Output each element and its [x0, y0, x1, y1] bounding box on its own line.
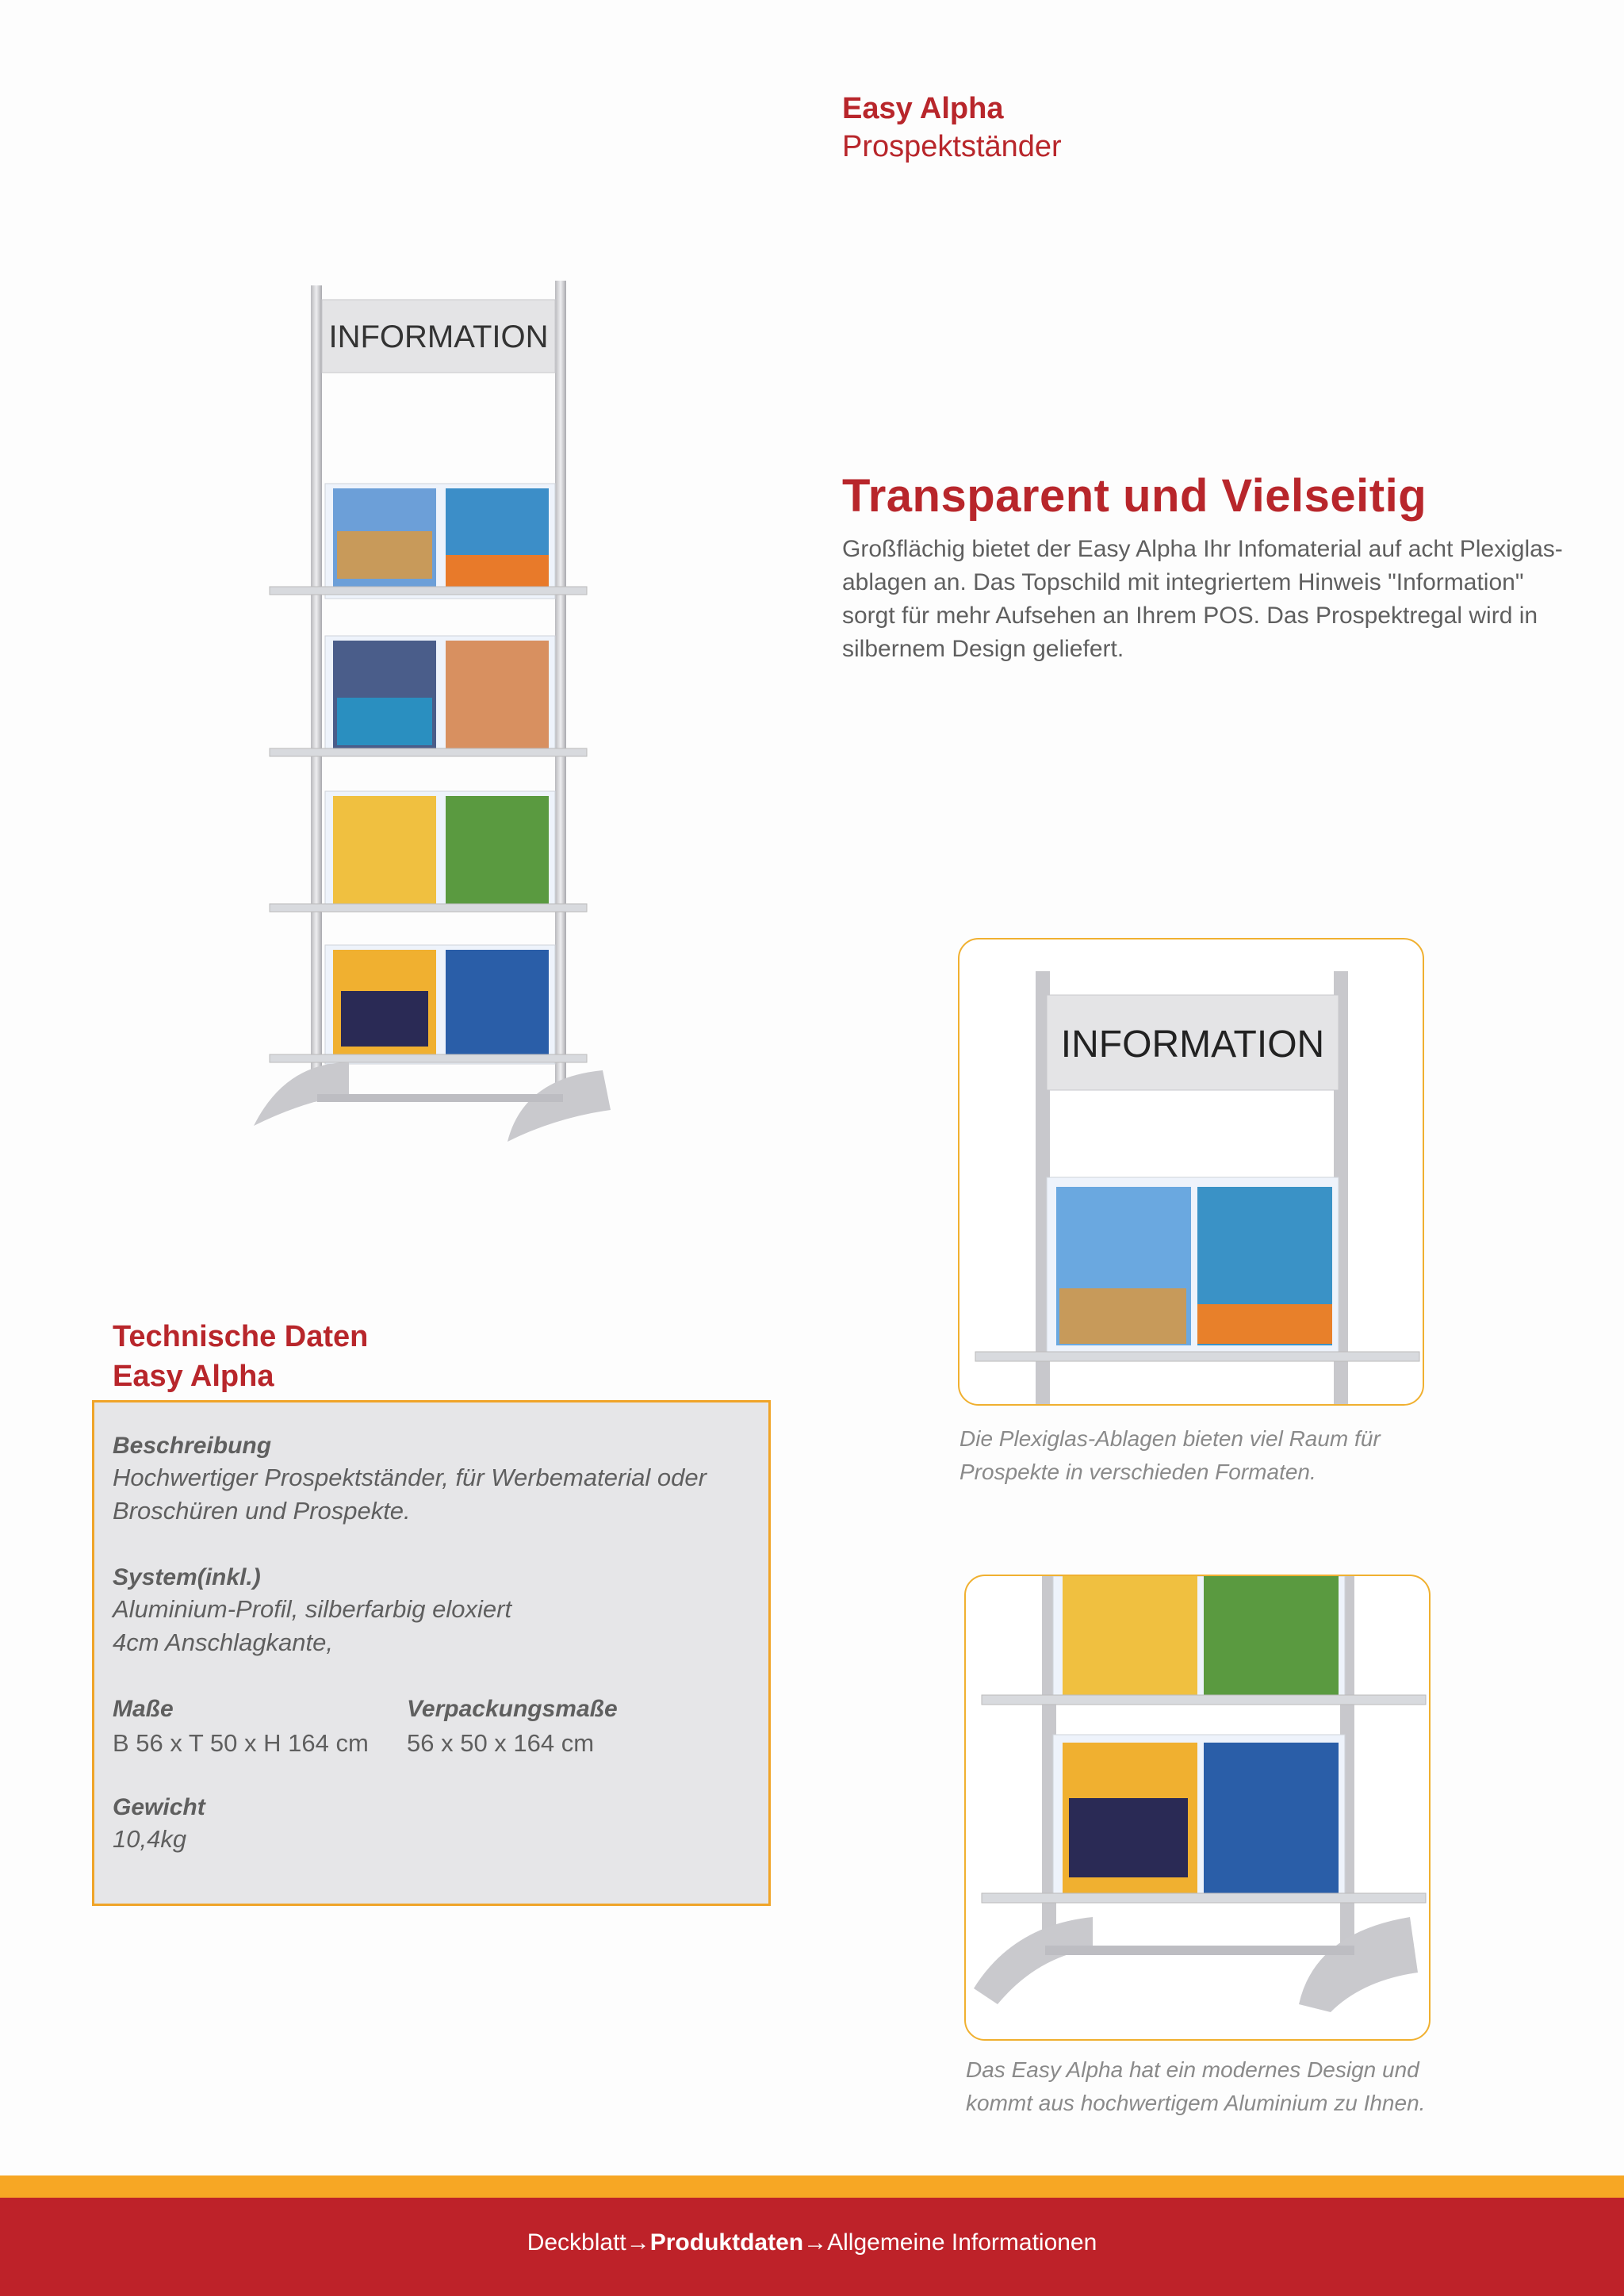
footer-breadcrumb [0, 2229, 1624, 2256]
arrow-icon: → [626, 2229, 650, 2256]
arrow-icon: → [803, 2229, 828, 2256]
nav-allgemeine-informationen[interactable]: Allgemeine Informationen [827, 2229, 1097, 2256]
tech-data-box [92, 1400, 771, 1906]
tech-subtitle: Easy Alpha [113, 1360, 274, 1393]
product-name: Easy Alpha [842, 92, 1004, 125]
detail-image-bottom [964, 1575, 1431, 2041]
intro-paragraph: Großflächig bietet der Easy Alpha Ihr Infomaterial auf acht Plexiglas-ablagen an. Das Topschild mit integriertem Hinweis "Information" sorgt für mehr Aufsehen an Ihrem POS. Das Prospektregal wird in silbernem Design geliefert. [842, 536, 1563, 662]
main-product-image [238, 270, 634, 1158]
masse-value: B 56 x T 50 x H 164 cm [113, 1729, 369, 1757]
product-type: Prospektständer [842, 130, 1062, 163]
system-label: System(inkl.) [113, 1564, 261, 1590]
beschreibung-label: Beschreibung [113, 1433, 272, 1459]
masse-label: Maße [113, 1696, 174, 1722]
section-headline: Transparent und Vielseitig [842, 470, 1427, 522]
caption-top: Die Plexiglas-Ablagen bieten viel Raum für Prospekte in verschieden Formaten. [959, 1426, 1381, 1484]
nav-deckblatt[interactable]: Deckblatt [527, 2229, 626, 2256]
system-line-1: Aluminium-Profil, silberfarbig eloxiert [113, 1595, 512, 1623]
verpackung-value: 56 x 50 x 164 cm [407, 1729, 595, 1757]
footer-stripe [0, 2175, 1624, 2198]
gewicht-value: 10,4kg [113, 1825, 187, 1853]
tech-title: Technische Daten [113, 1320, 369, 1353]
beschreibung-line-2: Broschüren und Prospekte. [113, 1497, 411, 1525]
system-line-2: 4cm Anschlagkante, [113, 1628, 334, 1656]
nav-produktdaten[interactable]: Produktdaten [649, 2229, 804, 2256]
sign-label: INFORMATION [328, 320, 549, 354]
gewicht-label: Gewicht [113, 1794, 205, 1820]
sign-label: INFORMATION [1060, 1024, 1325, 1066]
caption-bottom: Das Easy Alpha hat ein modernes Design und kommt aus hochwertigem Aluminium zu Ihnen. [966, 2057, 1426, 2115]
verpackung-label: Verpackungsmaße [407, 1696, 618, 1722]
detail-image-top [958, 938, 1424, 1406]
beschreibung-line-1: Hochwertiger Prospektständer, für Werbematerial oder [113, 1464, 707, 1491]
